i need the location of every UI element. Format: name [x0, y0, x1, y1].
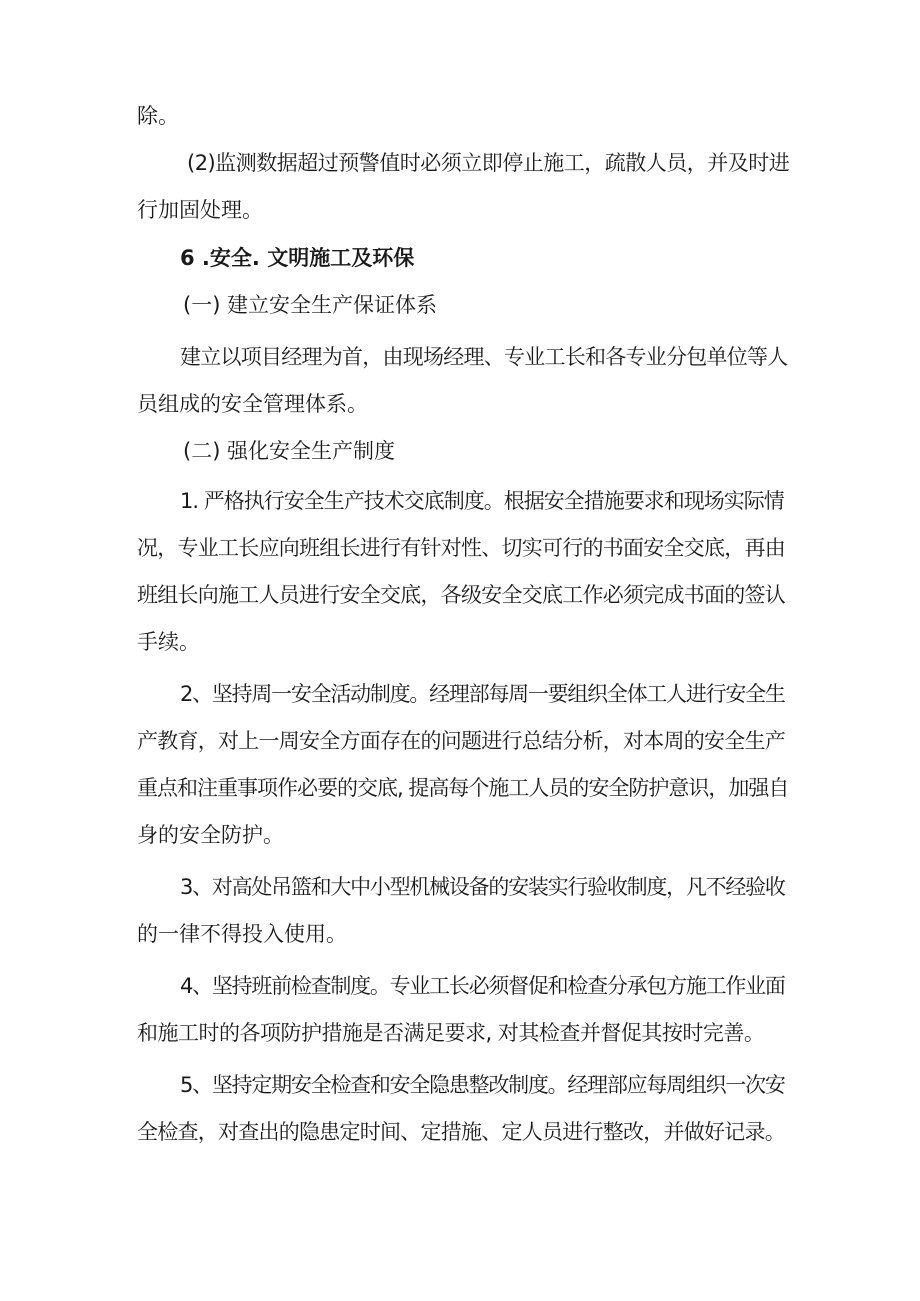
- text-line: 产教育，对上一周安全方面存在的问题进行总结分析，对本周的安全生产: [137, 729, 785, 753]
- text-line: 的一律不得投入使用。: [137, 922, 347, 946]
- text-line: 身的安全防护。: [137, 823, 284, 847]
- text-line: 4、坚持班前检查制度。专业工长必须督促和检查分承包方施工作业面: [180, 974, 785, 998]
- text-line: (2)监测数据超过预警值时必须立即停止施工，疏散人员，并及时进: [187, 151, 790, 175]
- text-line: 员组成的安全管理体系。: [137, 392, 368, 416]
- text-line: 全检查，对查出的隐患定时间、定措施、定人员进行整改，并做好记录。: [137, 1120, 785, 1144]
- subsection-heading: (二) 强化安全生产制度: [183, 439, 396, 463]
- text-line: 建立以项目经理为首，由现场经理、专业工长和各专业分包单位等人: [180, 345, 788, 369]
- text-line: 3、对高处吊篮和大中小型机械设备的安装实行验收制度，凡不经验收: [180, 875, 785, 899]
- text-line: 手续。: [137, 630, 200, 654]
- text-line: 况，专业工长应向班组长进行有针对性、切实可行的书面安全交底，再由: [137, 536, 785, 560]
- text-line: 2、坚持周一安全活动制度。经理部每周一要组织全体工人进行安全生: [180, 682, 785, 706]
- text-line: 1. 严格执行安全生产技术交底制度。根据安全措施要求和现场实际情: [180, 489, 784, 513]
- text-line: 重点和注重事项作必要的交底, 提高每个施工人员的安全防护意识，加强自: [137, 776, 789, 800]
- text-line: 除。: [137, 104, 179, 128]
- text-line: 5、坚持定期安全检查和安全隐患整改制度。经理部应每周组织一次安: [180, 1073, 785, 1097]
- text-line: 和施工时的各项防护措施是否满足要求, 对其检查并督促其按时完善。: [137, 1021, 765, 1045]
- subsection-heading: (一) 建立安全生产保证体系: [183, 293, 438, 317]
- section-heading: 6 .安全. 文明施工及环保: [180, 246, 415, 270]
- text-line: 行加固处理。: [137, 198, 263, 222]
- text-line: 班组长向施工人员进行安全交底，各级安全交底工作必须完成书面的签认: [137, 583, 785, 607]
